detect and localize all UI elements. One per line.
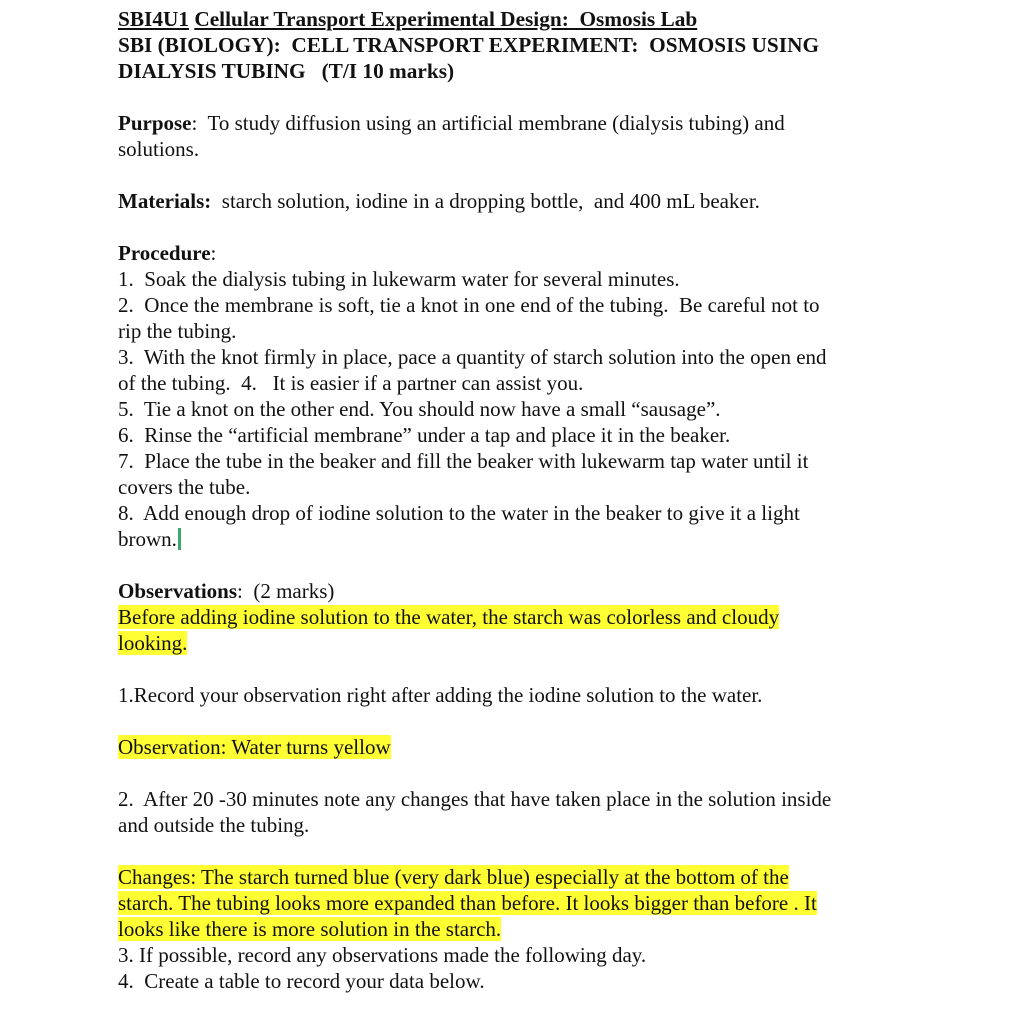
highlighted-text: looking. — [118, 631, 188, 655]
spacer — [118, 838, 908, 864]
answer-2-line-1 — [118, 864, 908, 890]
procedure-label: Procedure — [118, 241, 211, 265]
question-2-line-2: and outside the tubing. — [118, 813, 310, 837]
procedure-step: rip the tubing. — [118, 319, 237, 343]
procedure-step: 7. Place the tube in the beaker and fill the beaker with lukewarm tap water until it — [118, 449, 809, 473]
highlighted-text: looks like there is more solution in the starch. — [118, 917, 502, 941]
procedure-step: 3. With the knot firmly in place, pace a quantity of starch solution into the open end — [118, 345, 827, 369]
spacer — [118, 552, 908, 578]
highlighted-text: Changes: The starch turned blue (very dark blue) especially at the bottom of the — [118, 865, 789, 889]
procedure-colon: : — [210, 241, 217, 265]
question-4: 4. Create a table to record your data below. — [118, 969, 485, 993]
purpose-line-2: solutions. — [118, 137, 200, 161]
spacer — [118, 214, 908, 240]
question-3: 3. If possible, record any observations made the following day. — [118, 943, 647, 967]
spacer — [118, 656, 908, 682]
purpose-text: : To study diffusion using an artificial membrane (dialysis tubing) and — [191, 111, 785, 135]
text-cursor — [178, 528, 181, 550]
spacer — [118, 708, 908, 734]
answer-2-line-2 — [118, 890, 908, 916]
document-title — [118, 6, 908, 32]
subtitle-line-2: DIALYSIS TUBING (T/I 10 marks) — [118, 59, 455, 83]
purpose-label: Purpose — [118, 111, 192, 135]
procedure-step: covers the tube. — [118, 475, 251, 499]
procedure-step-last[interactable] — [118, 526, 908, 552]
procedure-step: 6. Rinse the “artificial membrane” under a tap and place it in the beaker. — [118, 423, 731, 447]
answer-2-line-3 — [118, 916, 908, 942]
highlighted-text: starch. The tubing looks more expanded than before. It looks bigger than before . It — [118, 891, 817, 915]
purpose-line-1 — [118, 110, 908, 136]
highlighted-text: Observation: Water turns yellow — [118, 735, 391, 759]
materials-label: Materials: — [118, 189, 212, 213]
procedure-step: 5. Tie a knot on the other end. You should now have a small “sausage”. — [118, 397, 721, 421]
question-2-line-1: 2. After 20 -30 minutes note any changes that have taken place in the solution inside — [118, 787, 832, 811]
procedure-step: of the tubing. 4. It is easier if a partner can assist you. — [118, 371, 584, 395]
observation-note-line-2 — [118, 630, 908, 656]
materials-text: starch solution, iodine in a dropping bottle, and 400 mL beaker. — [211, 189, 760, 213]
spacer — [118, 760, 908, 786]
procedure-step-text: brown. — [118, 527, 177, 551]
observations-label: Observations — [118, 579, 238, 603]
course-code: SBI4U1 — [118, 7, 190, 31]
procedure-step: 8. Add enough drop of iodine solution to the water in the beaker to give it a light — [118, 501, 800, 525]
highlighted-text: Before adding iodine solution to the water, the starch was colorless and cloudy — [118, 605, 780, 629]
lab-title: Cellular Transport Experimental Design: Osmosis Lab — [194, 7, 698, 31]
procedure-heading — [118, 240, 908, 266]
spacer — [118, 162, 908, 188]
document-page — [118, 6, 908, 994]
procedure-step: 1. Soak the dialysis tubing in lukewarm water for several minutes. — [118, 267, 680, 291]
spacer — [118, 84, 908, 110]
observation-note-line-1 — [118, 604, 908, 630]
subtitle-line-1: SBI (BIOLOGY): CELL TRANSPORT EXPERIMENT: OSMOSIS USING — [118, 33, 820, 57]
materials-line — [118, 188, 908, 214]
observations-marks: : (2 marks) — [237, 579, 335, 603]
observations-heading — [118, 578, 908, 604]
answer-1 — [118, 734, 908, 760]
procedure-step: 2. Once the membrane is soft, tie a knot in one end of the tubing. Be careful not to — [118, 293, 820, 317]
question-1: 1.Record your observation right after adding the iodine solution to the water. — [118, 683, 763, 707]
